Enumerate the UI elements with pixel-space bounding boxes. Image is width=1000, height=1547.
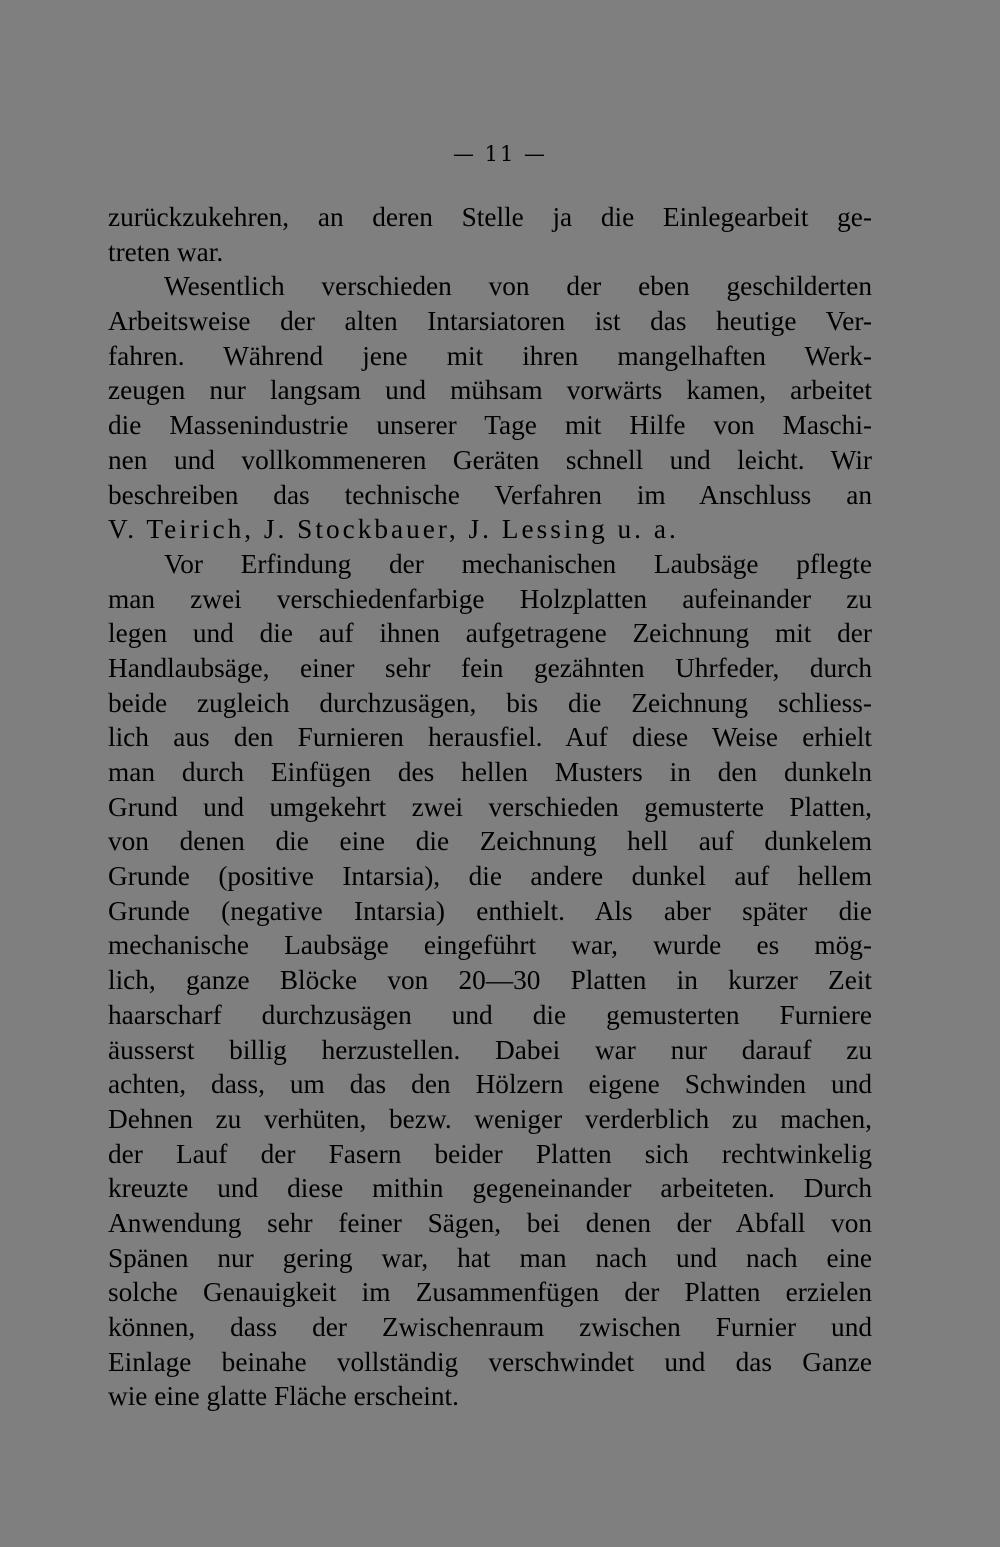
- text-line: treten war.: [108, 236, 224, 267]
- text-line: können, dass der Zwischenraum zwischen Furnier und: [108, 1312, 872, 1342]
- text-line: Arbeitsweise der alten Intarsiatoren ist das heutige Ver-: [108, 306, 872, 337]
- text-line: lich aus den Furnieren herausfiel. Auf diese Weise erhielt: [108, 722, 872, 753]
- text-line: wie eine glatte Fläche erscheint.: [108, 1381, 459, 1412]
- page-number: — 11 —: [452, 142, 548, 166]
- text-line: V. Teirich, J. Stockbauer, J. Lessing u. a.: [108, 514, 679, 545]
- text-line: Grund und umgekehrt zwei verschieden gemusterte Platten,: [108, 791, 872, 822]
- text-line: Einlage beinahe vollständig verschwindet und das Ganze: [108, 1346, 872, 1377]
- text-line: äusserst billig herzustellen. Dabei war nur darauf zu: [108, 1034, 872, 1065]
- text-line: mechanische Laubsäge eingeführt war, wurde es mög-: [108, 930, 872, 961]
- text-line: Anwendung sehr feiner Sägen, bei denen der Abfall von: [108, 1207, 872, 1238]
- text-line: von denen die eine die Zeichnung hell auf dunkelem: [108, 826, 872, 857]
- text-line: Handlaubsäge, einer sehr fein gezähnten Uhrfeder, durch: [108, 652, 872, 683]
- text-line: Spänen nur gering war, hat man nach und nach eine: [108, 1242, 872, 1273]
- text-line: legen und die auf ihnen aufgetragene Zeichnung mit der: [108, 618, 872, 649]
- text-line: man durch Einfügen des hellen Musters in den dunkeln: [108, 757, 872, 787]
- text-line: der Lauf der Fasern beider Platten sich rechtwinkelig: [108, 1138, 872, 1169]
- text-line: man zwei verschiedenfarbige Holzplatten aufeinander zu: [108, 583, 872, 614]
- text-line: Dehnen zu verhüten, bezw. weniger verderblich zu machen,: [108, 1103, 872, 1134]
- text-line: fahren. Während jene mit ihren mangelhaften Werk-: [108, 340, 872, 371]
- text-line: beide zugleich durchzusägen, bis die Zeichnung schliess-: [108, 687, 872, 718]
- text-line: solche Genauigkeit im Zusammenfügen der Platten erzielen: [108, 1277, 872, 1308]
- text-line: nen und vollkommeneren Geräten schnell und leicht. Wir: [108, 444, 872, 475]
- body-text: [108, 200, 872, 1414]
- text-line: Wesentlich verschieden von der eben geschilderten: [164, 271, 872, 302]
- text-line: beschreiben das technische Verfahren im Anschluss an: [108, 479, 872, 510]
- text-line: haarscharf durchzusägen und die gemusterten Furniere: [108, 999, 872, 1030]
- text-line: Grunde (negative Intarsia) enthielt. Als aber später die: [108, 895, 872, 926]
- text-line: die Massenindustrie unserer Tage mit Hilfe von Maschi-: [108, 410, 872, 441]
- text-line: Vor Erfindung der mechanischen Laubsäge pflegte: [164, 548, 872, 579]
- text-line: zurückzukehren, an deren Stelle ja die Einlegearbeit ge-: [108, 202, 872, 232]
- text-line: lich, ganze Blöcke von 20—30 Platten in kurzer Zeit: [108, 965, 872, 996]
- text-line: zeugen nur langsam und mühsam vorwärts kamen, arbeitet: [108, 375, 872, 406]
- text-line: achten, dass, um das den Hölzern eigene Schwinden und: [108, 1069, 872, 1100]
- text-line: Grunde (positive Intarsia), die andere dunkel auf hellem: [108, 861, 872, 892]
- text-line: kreuzte und diese mithin gegeneinander arbeiteten. Durch: [108, 1173, 872, 1204]
